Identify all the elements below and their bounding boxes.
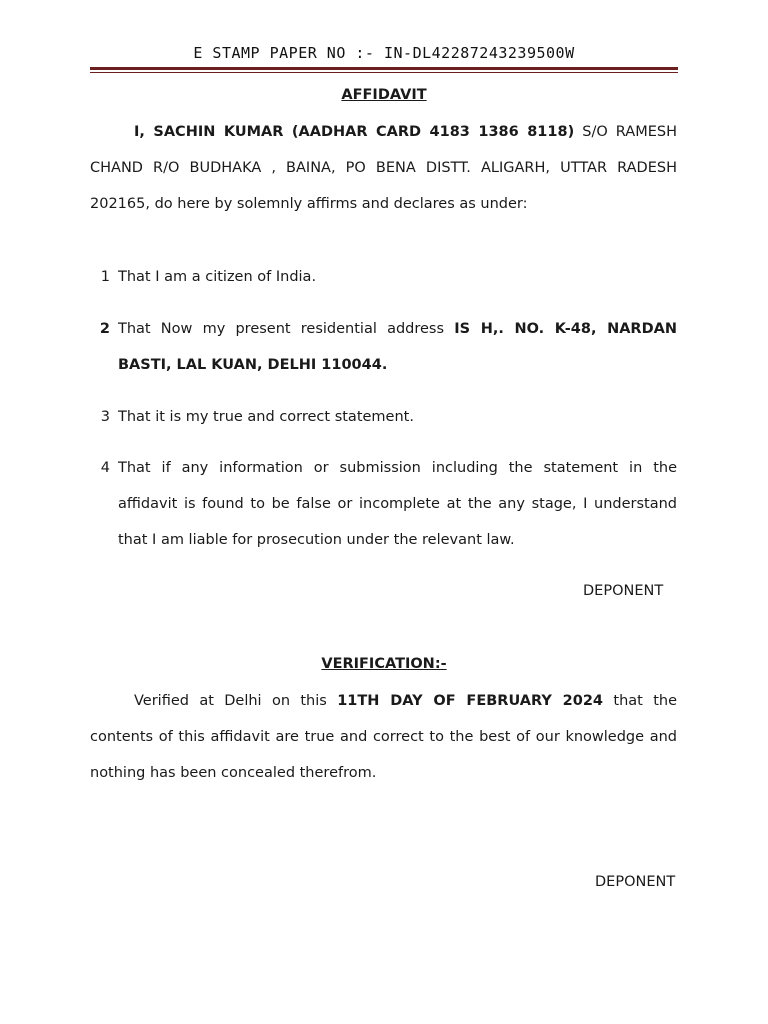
residential-address: IS H,. NO. K-48, NARDAN BASTI, LAL KUAN, DELHI 110044.: [118, 321, 677, 373]
deponent-identity: I, SACHIN KUMAR (AADHAR CARD 4183 1386 8118): [134, 124, 575, 140]
item-text-before: That Now my present residential address: [118, 321, 455, 337]
verification-text-after: that the contents of this affidavit are true and correct to the best of our knowledge and nothing has been concealed therefrom.: [90, 693, 677, 781]
deponent-signature-label-2: DEPONENT: [595, 874, 676, 890]
header-rule-thick: [90, 67, 678, 70]
item-number: 3: [100, 409, 110, 425]
intro-paragraph: [90, 114, 677, 222]
item-text: That if any information or submission including the statement in the affidavit is found to be false or incomplete at the any stage, I understand that I am liable for prosecution under the relevant law.: [118, 460, 677, 548]
verification-text-before: Verified at Delhi on this: [134, 693, 338, 709]
document-title: AFFIDAVIT: [341, 87, 427, 103]
header-rule-thin: [90, 72, 678, 73]
verification-paragraph: [90, 683, 677, 791]
item-number: 2: [99, 321, 110, 337]
item-number: 1: [100, 269, 110, 285]
item-text: That I am a citizen of India.: [118, 269, 317, 285]
verification-title: VERIFICATION:-: [321, 656, 447, 672]
stamp-paper-number: E STAMP PAPER NO :- IN-DL42287243239500W: [193, 44, 575, 62]
item-number: 4: [100, 460, 110, 476]
item-text: That it is my true and correct statement.: [118, 409, 414, 425]
intro-rest: S/O RAMESH CHAND R/O BUDHAKA , BAINA, PO BENA DISTT. ALIGARH, UTTAR RADESH 202165, do here by solemnly affirms and declares as under:: [90, 124, 677, 212]
deponent-signature-label-1: DEPONENT: [583, 583, 664, 599]
verification-date: 11TH DAY OF FEBRUARY 2024: [337, 693, 604, 709]
item-text: [118, 311, 677, 383]
